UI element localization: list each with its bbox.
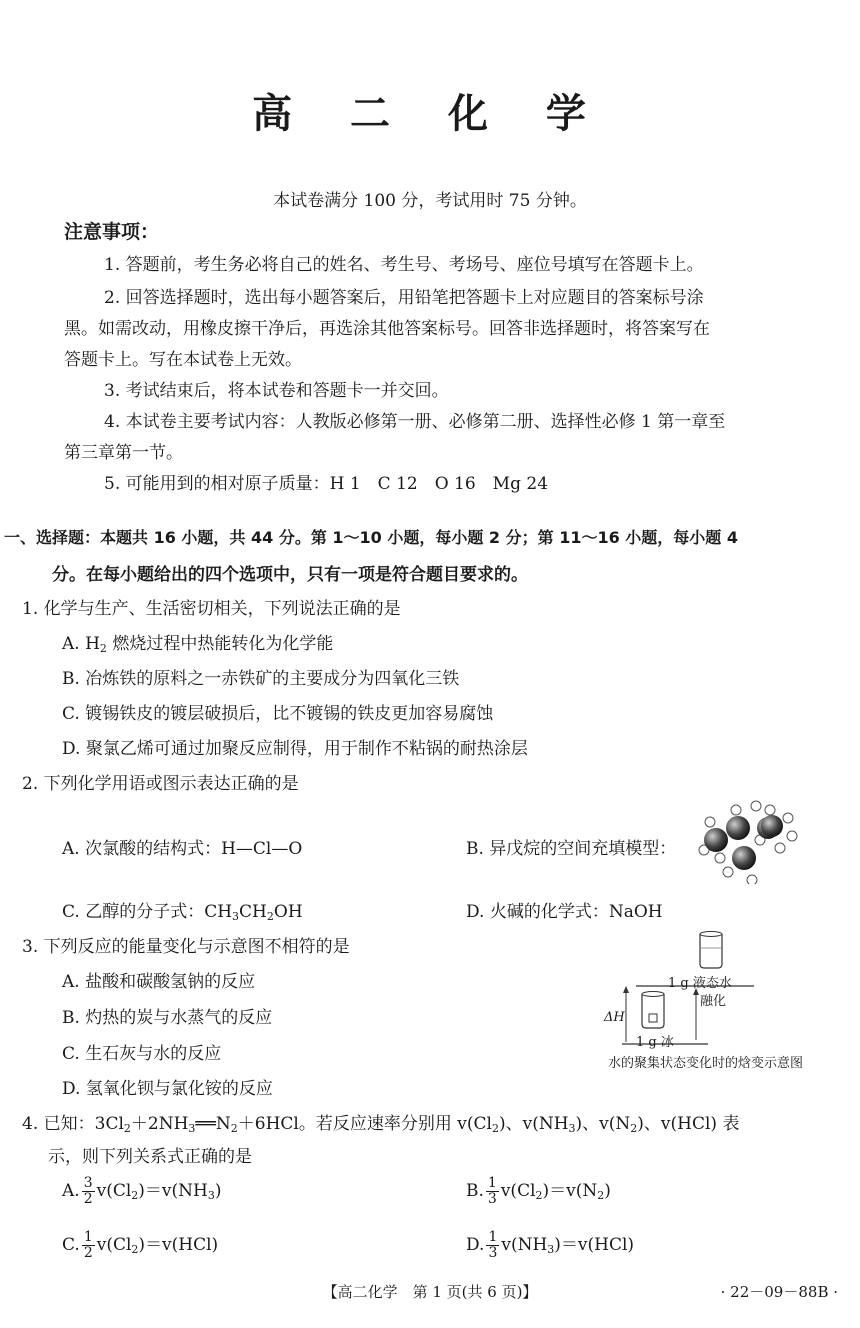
ice-label: 1 g 冰 (636, 1035, 674, 1050)
delta-h-label: ΔH (604, 1010, 625, 1025)
q2-stem: 2. 下列化学用语或图示表达正确的是 (22, 774, 299, 794)
q3-option-c: C. 生石灰与水的反应 (62, 1044, 222, 1064)
q4-option-b: B. $\frac{1}{3}$ $v(Cl_2)=v(N_2)$ (466, 1175, 611, 1207)
q4-option-c: C. $\frac{1}{2}$ $v(Cl_2)=v(HCl)$ (62, 1229, 219, 1261)
q3-option-a: A. 盐酸和碳酸氢钠的反应 (62, 972, 256, 992)
q4-stem-line2: 示，则下列关系式正确的是 (48, 1147, 252, 1167)
isopentane-model-image (698, 800, 798, 884)
notice-heading: 注意事项： (64, 221, 160, 243)
notice-item-2-cont: 黑。如需改动，用橡皮擦干净后，再选涂其他答案标号。回答非选择题时，将答案写在 (64, 319, 710, 339)
notice-item-3: 3. 考试结束后，将本试卷和答题卡一并交回。 (104, 381, 449, 401)
q1-stem: 1. 化学与生产、生活密切相关，下列说法正确的是 (22, 599, 401, 619)
notice-item-5: 5. 可能用到的相对原子质量：H 1 C 12 O 16 Mg 24 (104, 474, 549, 494)
q1-option-a: A. $H_2$ 燃烧过程中热能转化为化学能 (62, 634, 334, 655)
q1-option-b: B. 冶炼铁的原料之一赤铁矿的主要成分为四氧化三铁 (62, 669, 460, 689)
liquid-water-label: 1 g 液态水 (668, 976, 732, 991)
section-heading-line2: 分。在每小题给出的四个选项中，只有一项是符合题目要求的。 (52, 565, 528, 585)
melting-label: 融化 (700, 994, 727, 1009)
fraction: $\frac{3}{2}$ (83, 1175, 93, 1207)
fraction: $\frac{1}{3}$ (487, 1175, 497, 1207)
page-title: 高 二 化 学 (252, 91, 608, 137)
notice-item-4-cont: 第三章第一节。 (64, 443, 183, 463)
q1-option-c: C. 镀锡铁皮的镀层破损后，比不镀锡的铁皮更加容易腐蚀 (62, 704, 494, 724)
fraction: $\frac{1}{2}$ (83, 1229, 93, 1261)
q3-option-d: D. 氢氧化钡与氯化铵的反应 (62, 1079, 273, 1099)
q4-option-d: D. $\frac{1}{3}$ $v(NH_3)=v(HCl)$ (466, 1229, 635, 1261)
q4-stem-line1: 4. 已知：$3Cl_2+2NH_3══N_2+6HCl$。若反应速率分别用 $v(Cl_2)$、$v(NH_3)$、$v(N_2)$、v(HCl) 表 (22, 1114, 740, 1135)
q3-stem: 3. 下列反应的能量变化与示意图不相符的是 (22, 937, 350, 957)
q2-option-b: B. 异戊烷的空间充填模型： (466, 839, 677, 859)
exam-intro: 本试卷满分 100 分，考试用时 75 分钟。 (273, 191, 587, 211)
notice-item-4: 4. 本试卷主要考试内容：人教版必修第一册、必修第二册、选择性必修 1 第一章至 (104, 412, 726, 432)
q2-option-c: C. 乙醇的分子式：$CH_3CH_2OH$ (62, 902, 303, 923)
q2-option-d: D. 火碱的化学式：NaOH (466, 902, 663, 922)
section-heading-line1: 一、选择题：本题共 16 小题，共 44 分。第 1～10 小题，每小题 2 分；第 11～16 小题，每小题 4 (4, 528, 739, 547)
page-footer: 【高二化学 第 1 页(共 6 页)】 (322, 1283, 538, 1301)
notice-item-2-cont2: 答题卡上。写在本试卷上无效。 (64, 350, 302, 370)
notice-item-1: 1. 答题前，考生务必将自己的姓名、考生号、考场号、座位号填写在答题卡上。 (104, 255, 704, 275)
diagram-caption: 水的聚集状态变化时的焓变示意图 (608, 1056, 804, 1071)
fraction: $\frac{1}{3}$ (488, 1229, 498, 1261)
enthalpy-diagram (602, 928, 842, 1071)
q2-option-a: A. 次氯酸的结构式：H—Cl—O (62, 839, 303, 859)
q1-option-d: D. 聚氯乙烯可通过加聚反应制得，用于制作不粘锅的耐热涂层 (62, 739, 528, 759)
notice-item-2: 2. 回答选择题时，选出每小题答案后，用铅笔把答题卡上对应题目的答案标号涂 (104, 288, 704, 308)
q3-option-b: B. 灼热的炭与水蒸气的反应 (62, 1008, 273, 1028)
q4-option-a: A. $\frac{3}{2}$ $v(Cl_2)=v(NH_3)$ (62, 1175, 222, 1207)
exam-code: · 22－09－88B · (720, 1283, 838, 1301)
